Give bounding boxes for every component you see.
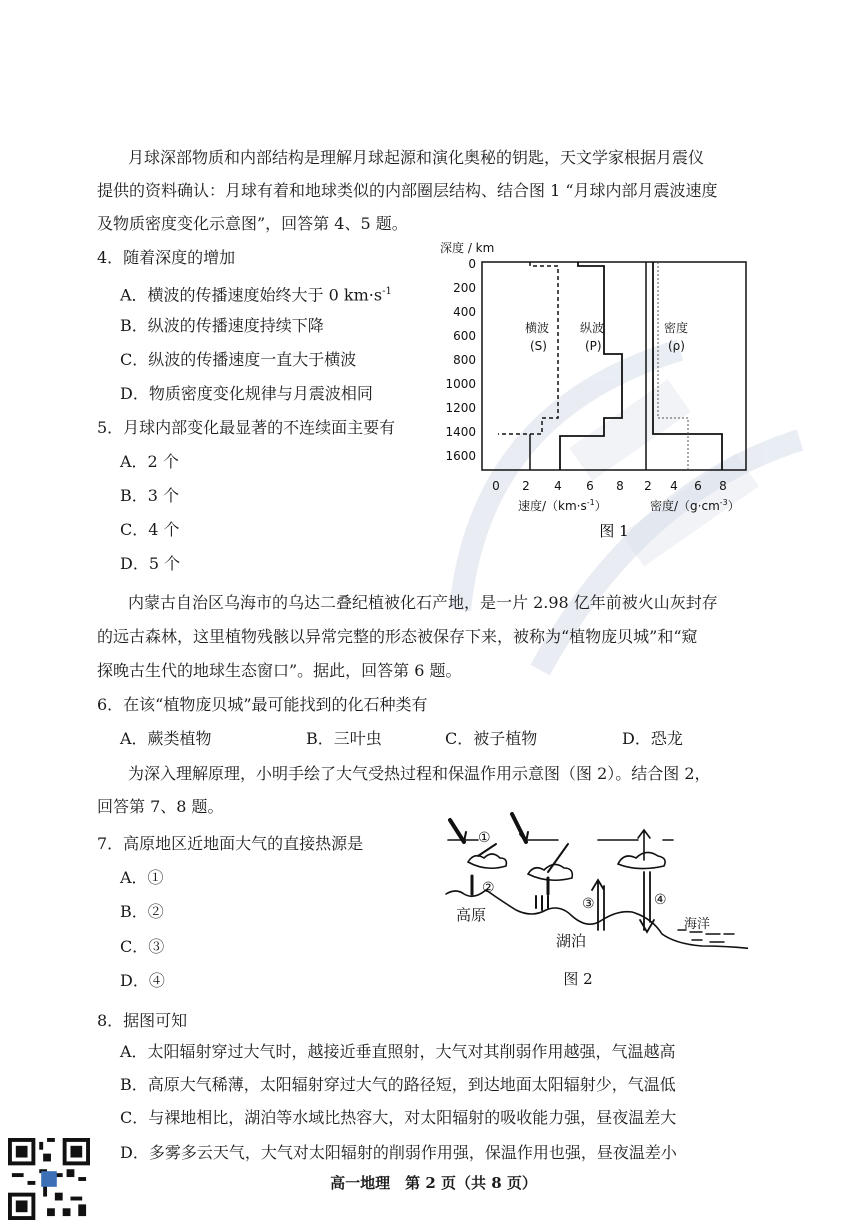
intro-line: 回答第 7、8 题。 (97, 797, 224, 816)
x-label-speed: 速度$/(km\cdot s^{-1})$ (518, 498, 607, 513)
intro-line: 月球深部物质和内部结构是理解月球起源和演化奥秘的钥匙，天文学家根据月震仪 (128, 148, 705, 167)
lake-label: 湖泊 (556, 932, 587, 950)
x-tick: 2 (644, 479, 652, 493)
y-tick: 1000 (445, 377, 476, 391)
question-6-option-c: C．被子植物 (445, 729, 538, 748)
label-1: ① (478, 830, 491, 846)
label-4: ④ (654, 892, 667, 908)
s-wave-symbol: (S) (530, 339, 547, 353)
intro-line: 为深入理解原理，小明手绘了大气受热过程和保温作用示意图（图 2）。结合图 2， (128, 764, 711, 783)
y-tick: 1600 (445, 449, 476, 463)
x-tick: 4 (670, 479, 678, 493)
question-4-stem: 4．随着深度的增加 (97, 248, 236, 267)
x-tick: 4 (554, 479, 562, 493)
y-tick: 800 (453, 353, 476, 367)
question-5-option-a: A．2 个 (120, 452, 179, 471)
question-7-option-a: A．① (120, 868, 164, 887)
y-tick: 400 (453, 305, 476, 319)
question-4-option-d: D．物质密度变化规律与月震波相同 (120, 384, 373, 403)
y-tick: 1200 (445, 401, 476, 415)
intro-line: 探晚古生代的地球生态窗口”。据此，回答第 6 题。 (97, 661, 462, 680)
question-8-option-b: B．高原大气稀薄，太阳辐射穿过大气的路径短，到达地面太阳辐射少，气温低 (120, 1075, 676, 1094)
question-5-option-b: B．3 个 (120, 486, 180, 505)
s-wave-label: 横波 (525, 321, 550, 335)
sea-label: 海洋 (684, 917, 711, 932)
x-tick: 2 (522, 479, 530, 493)
density-symbol: (ρ) (668, 339, 685, 353)
question-5-stem: 5．月球内部变化最显著的不连续面主要有 (97, 418, 396, 437)
y-tick: 200 (453, 281, 476, 295)
figure-1-caption: 图 1 (599, 522, 629, 538)
intro-line: 及物质密度变化示意图”，回答第 4、5 题。 (97, 214, 408, 233)
question-7-option-c: C．③ (120, 937, 165, 956)
question-7-option-d: D．④ (120, 971, 165, 990)
figure-1-moon-interior-chart (438, 238, 768, 538)
question-6-option-d: D．恐龙 (622, 729, 683, 748)
p-wave-line (560, 262, 622, 470)
figure-2-caption: 图 2 (563, 970, 593, 988)
page-footer: 高一地理 第 2 页（共 8 页） (330, 1174, 537, 1192)
question-6-stem: 6．在该“植物庞贝城”最可能找到的化石种类有 (97, 695, 428, 714)
label-2: ② (482, 880, 495, 896)
question-6-option-b: B．三叶虫 (306, 729, 382, 748)
question-4-option-a: A．横波的传播速度始终大于 0 $km\cdot s^{-1}$ (120, 285, 392, 305)
density-label: 密度 (664, 321, 689, 335)
fig1-ylabel: 深度 / km (440, 241, 495, 255)
question-7-option-b: B．② (120, 902, 164, 921)
question-8-stem: 8．据图可知 (97, 1011, 188, 1030)
question-5-option-d: D．5 个 (120, 554, 181, 573)
x-tick: 6 (586, 479, 594, 493)
label-3: ③ (582, 896, 595, 912)
intro-line: 内蒙古自治区乌海市的乌达二叠纪植被化石产地，是一片 2.98 亿年前被火山灰封存 (128, 593, 718, 612)
x-label-density: 密度$/(g\cdot cm^{-3})$ (650, 498, 740, 513)
question-5-option-c: C．4 个 (120, 520, 180, 539)
question-4-option-c: C．纵波的传播速度一直大于横波 (120, 350, 357, 369)
question-8-option-d: D．多雾多云天气，大气对太阳辐射的削弱作用强，保温作用也强，昼夜温差小 (120, 1143, 677, 1162)
x-tick: 0 (492, 479, 500, 493)
plateau-label: 高原 (456, 906, 487, 924)
question-7-stem: 7．高原地区近地面大气的直接热源是 (97, 834, 364, 853)
density-dotted-line (658, 262, 688, 470)
question-8-option-c: C．与裸地相比，湖泊等水域比热容大，对太阳辐射的吸收能力强，昼夜温差大 (120, 1108, 677, 1127)
y-tick: 600 (453, 329, 476, 343)
question-4-option-b: B．纵波的传播速度持续下降 (120, 316, 324, 335)
density-line (653, 262, 722, 470)
intro-line: 的远古森林，这里植物残骸以异常完整的形态被保存下来，被称为“植物庞贝城”和“窥 (97, 627, 698, 646)
x-tick: 8 (719, 479, 727, 493)
intro-line: 提供的资料确认：月球有着和地球类似的内部圈层结构、结合图 1 “月球内部月震波速度 (97, 181, 718, 200)
x-tick: 8 (616, 479, 624, 493)
y-tick: 1400 (445, 425, 476, 439)
p-wave-label: 纵波 (580, 321, 605, 335)
s-wave-line (498, 262, 558, 434)
question-6-option-a: A．蕨类植物 (120, 729, 212, 748)
p-wave-symbol: (P) (585, 339, 602, 353)
y-tick: 0 (468, 257, 476, 271)
question-8-option-a: A．太阳辐射穿过大气时，越接近垂直照射，大气对其削弱作用越强，气温越高 (120, 1042, 676, 1061)
x-tick: 6 (694, 479, 702, 493)
figure-2-atmosphere-heating-sketch (438, 812, 748, 992)
